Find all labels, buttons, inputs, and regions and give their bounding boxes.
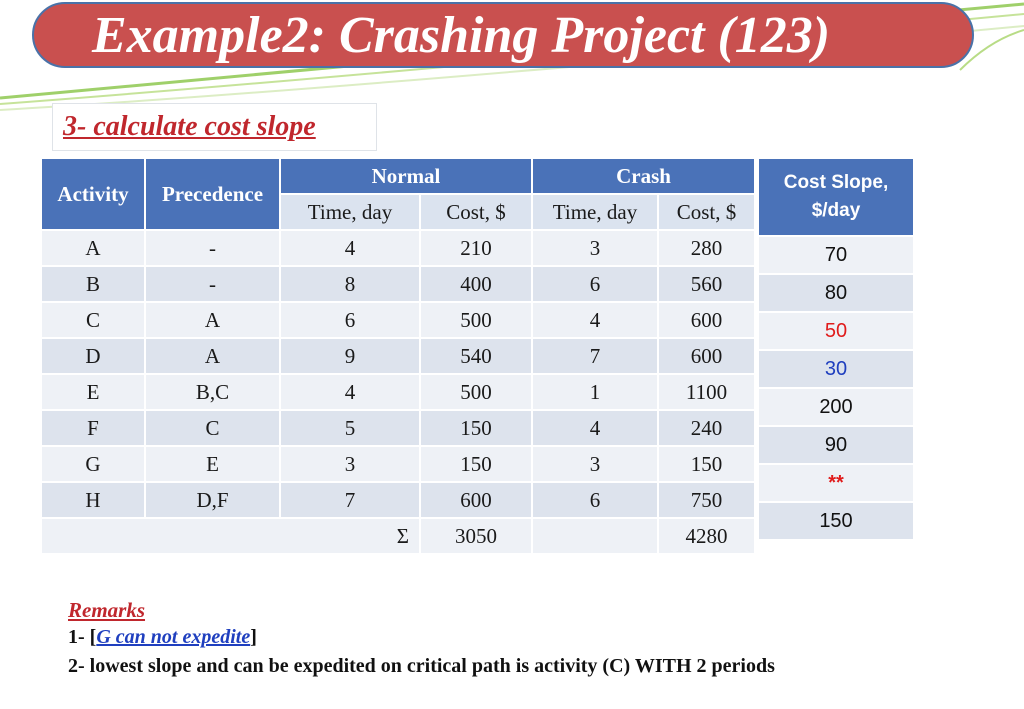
normal-cost-cell: 500 <box>420 374 532 410</box>
normal-time-cell: 5 <box>280 410 420 446</box>
table-row <box>758 388 914 426</box>
sum-crash-time-blank <box>532 518 658 554</box>
table-row <box>41 374 755 410</box>
sum-normal-cost: 3050 <box>420 518 532 554</box>
precedence-cell: C <box>145 410 280 446</box>
activity-cell: E <box>41 374 145 410</box>
header-cost-slope-line2: $/day <box>811 200 861 221</box>
sum-row <box>41 518 755 554</box>
header-crash-time: Time, day <box>532 194 658 230</box>
table-row <box>758 350 914 388</box>
normal-cost-cell: 210 <box>420 230 532 266</box>
table-row <box>758 312 914 350</box>
header-normal-cost: Cost, $ <box>420 194 532 230</box>
header-normal: Normal <box>280 158 532 194</box>
crash-cost-cell: 600 <box>658 338 755 374</box>
activity-cell: G <box>41 446 145 482</box>
activity-cell: H <box>41 482 145 518</box>
cost-slope-cell: 70 <box>758 236 914 274</box>
table-row <box>41 446 755 482</box>
normal-time-cell: 4 <box>280 374 420 410</box>
normal-cost-cell: 150 <box>420 410 532 446</box>
normal-time-cell: 4 <box>280 230 420 266</box>
activity-cell: F <box>41 410 145 446</box>
normal-time-cell: 8 <box>280 266 420 302</box>
table-row <box>41 410 755 446</box>
crash-time-cell: 7 <box>532 338 658 374</box>
crash-cost-cell: 240 <box>658 410 755 446</box>
crash-cost-cell: 750 <box>658 482 755 518</box>
cost-slope-cell: 150 <box>758 502 914 540</box>
normal-cost-cell: 150 <box>420 446 532 482</box>
crash-cost-cell: 600 <box>658 302 755 338</box>
table-row <box>758 464 914 502</box>
precedence-cell: D,F <box>145 482 280 518</box>
header-precedence: Precedence <box>145 158 280 230</box>
crash-time-cell: 4 <box>532 302 658 338</box>
normal-cost-cell: 600 <box>420 482 532 518</box>
header-activity: Activity <box>41 158 145 230</box>
header-crash-cost: Cost, $ <box>658 194 755 230</box>
remark-1-link[interactable]: G can not expedite <box>96 626 251 648</box>
header-cost-slope <box>758 158 914 236</box>
table-row <box>758 502 914 540</box>
normal-time-cell: 3 <box>280 446 420 482</box>
normal-cost-cell: 540 <box>420 338 532 374</box>
crash-time-cell: 4 <box>532 410 658 446</box>
crash-time-cell: 6 <box>532 266 658 302</box>
header-normal-time: Time, day <box>280 194 420 230</box>
precedence-cell: B,C <box>145 374 280 410</box>
crashing-data-table <box>40 157 756 555</box>
table-row <box>41 302 755 338</box>
activity-cell: C <box>41 302 145 338</box>
table-row <box>41 266 755 302</box>
remark-line-1 <box>68 623 775 652</box>
crash-cost-cell: 560 <box>658 266 755 302</box>
activity-cell: A <box>41 230 145 266</box>
cost-slope-table <box>757 157 915 541</box>
precedence-cell: - <box>145 266 280 302</box>
sum-symbol: Σ <box>41 518 420 554</box>
header-cost-slope-line1: Cost Slope, <box>783 172 889 193</box>
table-row <box>758 426 914 464</box>
crash-time-cell: 6 <box>532 482 658 518</box>
cost-slope-cell: 30 <box>758 350 914 388</box>
crash-time-cell: 3 <box>532 446 658 482</box>
table-row <box>41 338 755 374</box>
cost-slope-cell: ** <box>758 464 914 502</box>
slide-title: Example2: Crashing Project (123) <box>92 7 831 64</box>
crash-cost-cell: 150 <box>658 446 755 482</box>
activity-cell: D <box>41 338 145 374</box>
normal-time-cell: 9 <box>280 338 420 374</box>
normal-cost-cell: 500 <box>420 302 532 338</box>
crash-time-cell: 3 <box>532 230 658 266</box>
remark-1-suffix: ] <box>250 626 257 648</box>
precedence-cell: - <box>145 230 280 266</box>
step-heading-box <box>52 103 377 151</box>
precedence-cell: E <box>145 446 280 482</box>
remark-line-2: 2- lowest slope and can be expedited on critical path is activity (C) WITH 2 periods <box>68 655 775 677</box>
normal-time-cell: 6 <box>280 302 420 338</box>
cost-slope-cell: 50 <box>758 312 914 350</box>
precedence-cell: A <box>145 302 280 338</box>
remarks-section <box>68 597 775 681</box>
sum-crash-cost: 4280 <box>658 518 755 554</box>
crash-time-cell: 1 <box>532 374 658 410</box>
step-heading: 3- calculate cost slope <box>63 111 316 142</box>
crash-cost-cell: 280 <box>658 230 755 266</box>
normal-time-cell: 7 <box>280 482 420 518</box>
remark-1-prefix: 1- [ <box>68 626 97 648</box>
cost-slope-cell: 200 <box>758 388 914 426</box>
remarks-title: Remarks <box>68 598 146 622</box>
table-row <box>758 236 914 274</box>
table-row <box>41 230 755 266</box>
cost-slope-cell: 90 <box>758 426 914 464</box>
table-row <box>758 274 914 312</box>
table-row <box>41 482 755 518</box>
precedence-cell: A <box>145 338 280 374</box>
activity-cell: B <box>41 266 145 302</box>
crash-cost-cell: 1100 <box>658 374 755 410</box>
cost-slope-cell: 80 <box>758 274 914 312</box>
header-crash: Crash <box>532 158 755 194</box>
normal-cost-cell: 400 <box>420 266 532 302</box>
